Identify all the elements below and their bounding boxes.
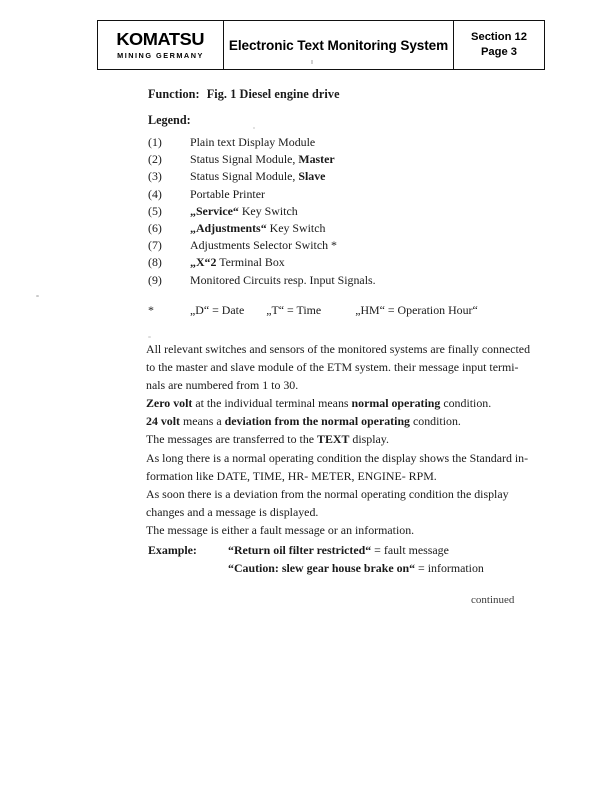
- logo-tagline: MINING GERMANY: [117, 50, 204, 60]
- header-section-cell: [454, 21, 544, 69]
- section-number: Section 12: [471, 31, 527, 44]
- document-title: Electronic Text Monitoring System: [228, 37, 449, 53]
- function-value: Fig. 1 Diesel engine drive: [206, 87, 340, 101]
- legend-item-number: (1): [148, 135, 162, 149]
- body-line: As soon there is a deviation from the normal operating condition the display: [146, 486, 509, 501]
- legend-item-text: Adjustments Selector Switch *: [190, 238, 337, 253]
- footnote-marker: *: [148, 303, 154, 317]
- body-line: All relevant switches and sensors of the monitored systems are finally connected: [146, 342, 531, 356]
- header-title-cell: [224, 21, 454, 69]
- legend-item-text: Monitored Circuits resp. Input Signals.: [190, 272, 376, 287]
- legend-item-number: (9): [148, 272, 162, 287]
- body-line: changes and a message is displayed.: [146, 504, 319, 519]
- legend-item-text: Portable Printer: [190, 186, 265, 201]
- scan-speck: [148, 336, 151, 338]
- footnote-line: [148, 303, 528, 318]
- legend-item-text: Status Signal Module, Master: [190, 152, 335, 167]
- header-logo-cell: [98, 21, 224, 69]
- legend-item-text: Plain text Display Module: [190, 135, 316, 149]
- page-number: Page 3: [480, 46, 518, 58]
- body-line: to the master and slave module of the ETM system. their message input termi-: [146, 360, 519, 375]
- scan-speck: [311, 60, 313, 64]
- legend-item-text: „X“2 Terminal Box: [190, 255, 285, 270]
- footnote-time: „T“ = Time: [266, 303, 322, 317]
- legend-item: [148, 152, 528, 169]
- body-line: Zero volt at the individual terminal means normal operating condition.: [146, 396, 492, 411]
- legend-item: [148, 187, 528, 204]
- legend-item-number: (3): [148, 169, 162, 184]
- example-row: [148, 541, 528, 559]
- function-label: Function:: [148, 87, 200, 101]
- legend-item-number: (6): [148, 220, 162, 235]
- body-line: The messages are transferred to the TEXT display.: [146, 432, 389, 447]
- legend-item-number: (5): [148, 203, 162, 218]
- legend-heading: Legend:: [148, 113, 191, 127]
- legend-item: [148, 221, 528, 238]
- example-label: Example:: [148, 543, 197, 557]
- body-line: The message is either a fault message or an information.: [146, 522, 415, 537]
- body-line: formation like DATE, TIME, HR- METER, ENGINE- RPM.: [146, 468, 437, 483]
- komatsu-logo: [117, 31, 204, 59]
- legend-item-number: (2): [148, 152, 162, 167]
- legend-item-number: (4): [148, 186, 162, 201]
- scan-speck: [253, 127, 255, 129]
- function-line: [148, 87, 340, 102]
- footnote-date: „D“ = Date: [190, 303, 245, 317]
- example-text: “Caution: slew gear house brake on“ = information: [228, 561, 484, 576]
- body-text: [146, 340, 531, 539]
- body-line: As long there is a normal operating condition the display shows the Standard in-: [146, 450, 529, 465]
- legend-item-number: (7): [148, 238, 162, 253]
- page-header-table: [97, 20, 545, 70]
- scan-speck: [36, 295, 39, 297]
- legend-item: [148, 273, 528, 290]
- legend-item-number: (8): [148, 255, 162, 270]
- legend-item: [148, 135, 528, 152]
- body-line: 24 volt means a deviation from the normal operating condition.: [146, 414, 461, 429]
- legend-item: [148, 204, 528, 221]
- legend-item-text: „Adjustments“ Key Switch: [190, 220, 326, 235]
- example-text: “Return oil filter restricted“ = fault message: [228, 543, 449, 557]
- logo-wordmark: KOMATSU: [116, 29, 205, 50]
- footnote-content: [190, 303, 478, 318]
- body-line: nals are numbered from 1 to 30.: [146, 378, 299, 393]
- legend-item: [148, 255, 528, 272]
- legend-item-text: Status Signal Module, Slave: [190, 169, 326, 184]
- legend-item: [148, 238, 528, 255]
- example-row: [148, 559, 528, 577]
- example-section: [148, 541, 528, 578]
- footnote-hour: „HM“ = Operation Hour“: [355, 303, 478, 317]
- legend-item-text: „Service“ Key Switch: [190, 203, 298, 218]
- continued-note: continued: [471, 594, 515, 606]
- legend-list: [148, 135, 528, 290]
- legend-item: [148, 169, 528, 186]
